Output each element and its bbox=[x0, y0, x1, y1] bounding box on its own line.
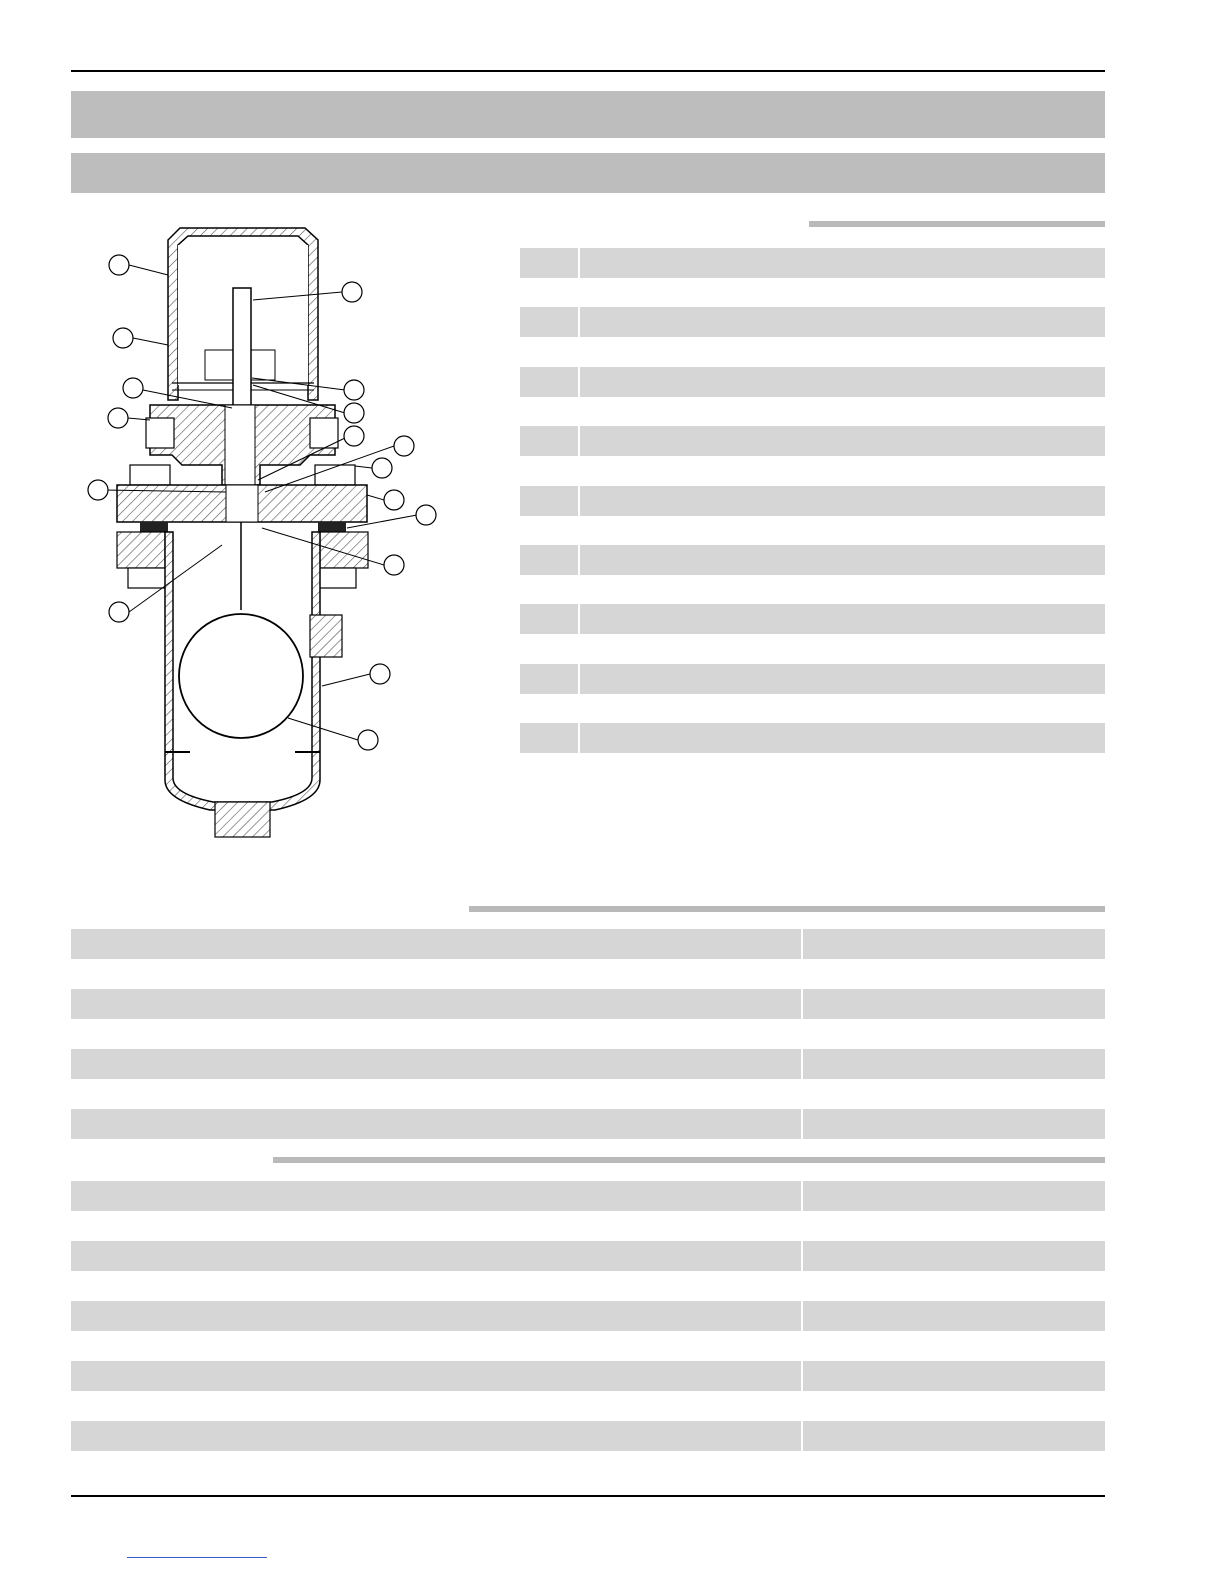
table-row bbox=[71, 1391, 1105, 1421]
parts-table-row bbox=[520, 248, 1105, 278]
lower-ring-right bbox=[320, 532, 368, 568]
nut-bottom-right bbox=[318, 568, 356, 588]
callout-circle bbox=[344, 403, 364, 423]
table-row bbox=[71, 1421, 1105, 1451]
table-column-divider bbox=[801, 929, 803, 1139]
callout-circle bbox=[384, 490, 404, 510]
nut-bottom-left bbox=[128, 568, 166, 588]
callout-circle bbox=[109, 255, 129, 275]
valve-stem bbox=[233, 288, 251, 408]
table-column-divider bbox=[801, 1181, 803, 1481]
table-row bbox=[71, 1361, 1105, 1391]
parts-table-row bbox=[520, 426, 1105, 456]
parts-table-row bbox=[520, 515, 1105, 545]
gasket-left bbox=[140, 522, 168, 532]
callout-circle bbox=[109, 602, 129, 622]
callout-circle bbox=[384, 555, 404, 575]
table-row bbox=[71, 929, 1105, 959]
table-row bbox=[71, 1019, 1105, 1049]
callout-circle bbox=[358, 730, 378, 750]
float-trap-cross-section-diagram bbox=[80, 220, 450, 850]
left-port bbox=[146, 418, 174, 448]
callout-circle bbox=[394, 436, 414, 456]
table-row bbox=[71, 1301, 1105, 1331]
gasket-right bbox=[318, 522, 346, 532]
callout-circle bbox=[88, 480, 108, 500]
parts-table-row bbox=[520, 723, 1105, 753]
parts-table-row bbox=[520, 337, 1105, 367]
parts-table-row bbox=[520, 486, 1105, 516]
callout-circle bbox=[344, 426, 364, 446]
title-band bbox=[71, 91, 1105, 138]
callout-circle bbox=[370, 664, 390, 684]
callout-circle bbox=[113, 328, 133, 348]
lower-ring-left bbox=[117, 532, 165, 568]
table-a-title-bar bbox=[469, 906, 1105, 912]
parts-table-row bbox=[520, 367, 1105, 397]
callout-circle bbox=[342, 282, 362, 302]
table-row bbox=[71, 989, 1105, 1019]
parts-table-row bbox=[520, 545, 1105, 575]
table-row bbox=[71, 1079, 1105, 1109]
parts-table-row bbox=[520, 604, 1105, 634]
nut-top-right bbox=[315, 465, 355, 485]
callout-circle bbox=[416, 505, 436, 525]
table-row bbox=[71, 1241, 1105, 1271]
parts-table-column-divider bbox=[578, 248, 580, 753]
parts-table-row bbox=[520, 307, 1105, 337]
table-row bbox=[71, 1109, 1105, 1139]
footer-link-underline[interactable] bbox=[127, 1557, 267, 1558]
table-row bbox=[71, 1331, 1105, 1361]
callout-circle bbox=[123, 378, 143, 398]
parts-table-row bbox=[520, 664, 1105, 694]
parts-table-row bbox=[520, 634, 1105, 664]
table-row bbox=[71, 1271, 1105, 1301]
top-rule bbox=[71, 70, 1105, 72]
callout-circle bbox=[108, 408, 128, 428]
parts-table-row bbox=[520, 694, 1105, 724]
table-row bbox=[71, 1181, 1105, 1211]
parts-table-title-bar bbox=[809, 221, 1105, 227]
side-outlet bbox=[310, 615, 342, 657]
table-row bbox=[71, 1049, 1105, 1079]
table-row bbox=[71, 1451, 1105, 1481]
body-bore bbox=[225, 405, 255, 485]
table-b-title-bar bbox=[273, 1157, 1105, 1163]
parts-table-row bbox=[520, 575, 1105, 605]
table-row bbox=[71, 959, 1105, 989]
parts-table-row bbox=[520, 397, 1105, 427]
callout-circle bbox=[372, 458, 392, 478]
bottom-rule bbox=[71, 1495, 1105, 1497]
flange-bore bbox=[226, 485, 258, 522]
float-ball bbox=[179, 614, 303, 738]
callout-circle bbox=[344, 380, 364, 400]
table-row bbox=[71, 1211, 1105, 1241]
bottom-outlet bbox=[215, 802, 270, 837]
nut-top-left bbox=[130, 465, 170, 485]
subtitle-band bbox=[71, 153, 1105, 193]
parts-table-row bbox=[520, 278, 1105, 308]
parts-table-row bbox=[520, 456, 1105, 486]
